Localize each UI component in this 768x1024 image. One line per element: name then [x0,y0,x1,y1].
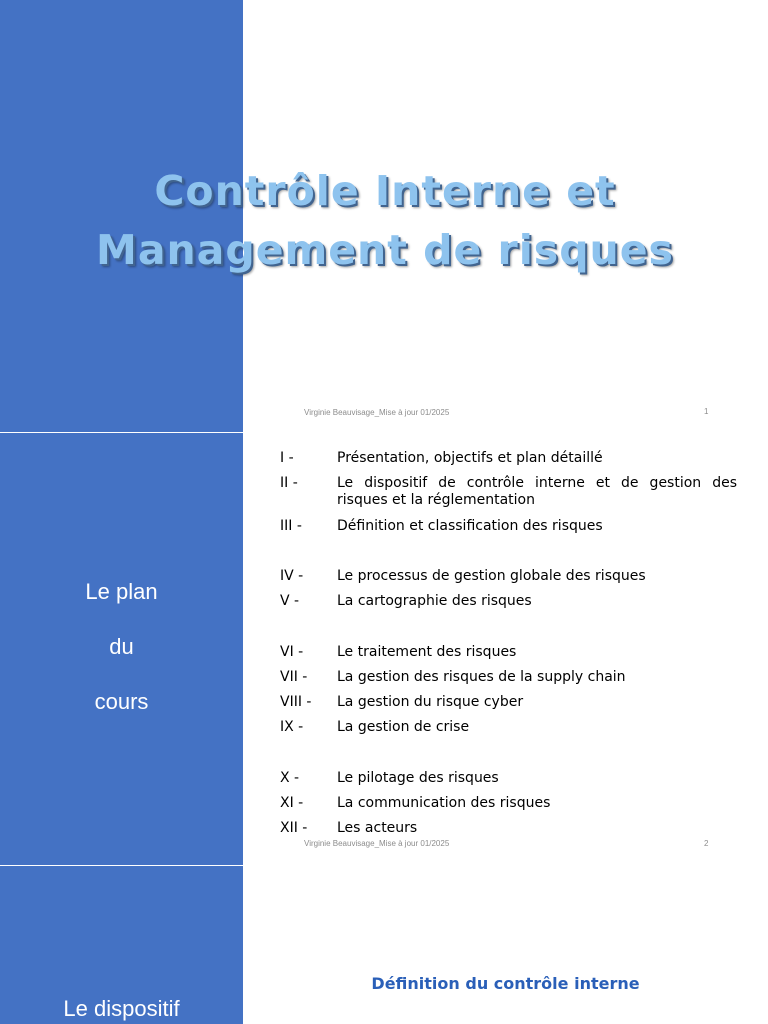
slide-3-heading: Définition du contrôle interne [371,974,640,993]
toc-item-label: Le traitement des risques [337,644,517,660]
toc-item-label: La gestion des risques de la supply chain [337,669,626,685]
toc-item-number: VIII - [280,694,312,710]
slide-2 [0,433,768,865]
toc-item-number: IV - [280,568,304,584]
toc-item-label: Définition et classification des risques [337,518,603,534]
toc-item-label: Présentation, objectifs et plan détaillé [337,450,603,466]
toc-item-number: VII - [280,669,308,685]
slide-3 [0,866,768,1024]
slide-2-footer: Virginie Beauvisage_Mise à jour 01/2025 [304,839,450,848]
slide-1-page-number: 1 [704,407,709,416]
slide-1 [0,0,768,432]
toc-item-label: La gestion du risque cyber [337,694,524,710]
presentation-title [40,162,730,280]
toc-item-label: La cartographie des risques [337,593,532,609]
slide-3-side-label: Le dispositif [63,996,180,1021]
slide-2-page-number: 2 [704,839,709,848]
toc-item-label: Le dispositif de contrôle interne et de gestion des risques et la réglementation [337,475,737,508]
toc-item-number: X - [280,770,300,786]
toc-item-number: VI - [280,644,304,660]
toc-item-number: I - [280,450,294,466]
side-label-line-1: Le plan [85,579,158,604]
toc-item-label: La gestion de crise [337,719,470,735]
toc-item-number: XI - [280,795,304,811]
toc-item-number: V - [280,593,300,609]
toc-item-label: Le processus de gestion globale des risques [337,568,646,584]
title-line-1: Contrôle Interne et [154,167,616,215]
side-label-line-2: du [109,634,134,659]
toc-item-label: Les acteurs [337,820,418,836]
toc-item-number: XII - [280,820,308,836]
toc-item-number: IX - [280,719,304,735]
toc-item-label: Le pilotage des risques [337,770,499,786]
toc-item-label: La communication des risques [337,795,551,811]
title-line-2: Management de risques [96,226,674,274]
side-label-line-3: cours [94,689,149,714]
toc-item-number: II - [280,475,298,491]
toc-item-number: III - [280,518,302,534]
slide-1-footer: Virginie Beauvisage_Mise à jour 01/2025 [304,408,450,417]
